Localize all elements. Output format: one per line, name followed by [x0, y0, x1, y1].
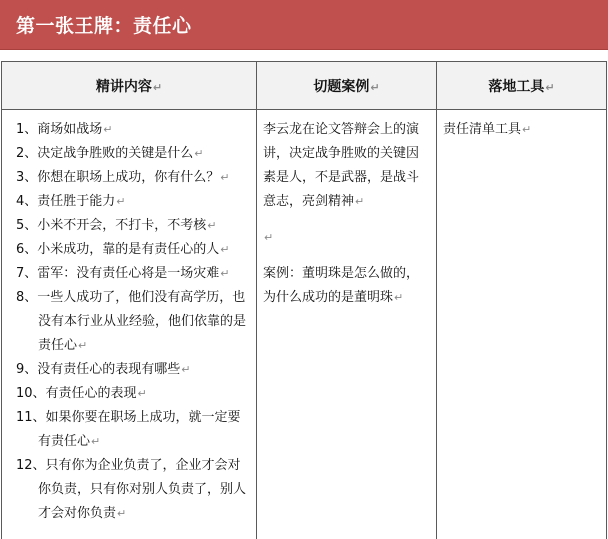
- header-tool: 落地工具↵: [437, 62, 607, 110]
- list-item: 5、小米不开会，不打卡，不考核↵: [16, 218, 217, 233]
- case-paragraph: 李云龙在论文答辩会上的演讲，决定战争胜败的关键因素是人，不是武器，是战斗意志，亮剑精神↵: [263, 122, 420, 209]
- paragraph-mark-icon: ↵: [137, 387, 147, 400]
- list-item: 8、一些人成功了，他们没有高学历，也没有本行业从业经验，他们依靠的是责任心↵: [16, 290, 247, 353]
- paragraph-mark-icon: ↵: [78, 339, 88, 352]
- paragraph-mark-icon: ↵: [220, 243, 230, 256]
- paragraph-mark-icon: ↵: [91, 435, 101, 448]
- header-case: 切题案例↵: [257, 62, 437, 110]
- table-header-row: [2, 62, 607, 110]
- content-list: [2, 110, 256, 526]
- paragraph-mark-icon: ↵: [152, 80, 163, 94]
- paragraph-mark-icon: ↵: [103, 123, 113, 136]
- paragraph-mark-icon: ↵: [207, 219, 217, 232]
- tool-item: 责任清单工具↵: [443, 122, 532, 137]
- banner-title: 第一张王牌：责任心: [16, 15, 192, 37]
- paragraph-mark-icon: ↵: [545, 80, 555, 94]
- list-item: 3、你想在职场上成功，你有什么？↵: [16, 170, 230, 185]
- content-cell: [2, 110, 257, 539]
- paragraph-mark-icon: ↵: [220, 267, 230, 280]
- paragraph-mark-icon: ↵: [116, 195, 126, 208]
- header-content: 精讲内容↵: [2, 62, 257, 110]
- list-item: 6、小米成功，靠的是有责任心的人↵: [16, 242, 230, 257]
- list-item: 9、没有责任心的表现有哪些↵: [16, 362, 191, 377]
- list-item: 7、雷军：没有责任心将是一场灾难↵: [16, 266, 230, 281]
- paragraph-mark-icon: ↵: [522, 123, 532, 136]
- paragraph-mark-icon: ↵: [220, 171, 230, 184]
- case-cell: [257, 110, 437, 539]
- paragraph-mark-icon: ↵: [117, 507, 127, 520]
- case-paragraph: 案例：董明珠是怎么做的，为什么成功的是董明珠↵: [263, 266, 420, 305]
- tool-cell: [437, 110, 607, 539]
- table-row: [2, 110, 607, 539]
- content-table: [1, 61, 607, 539]
- paragraph-mark-icon: ↵: [264, 231, 274, 244]
- paragraph-mark-icon: ↵: [370, 80, 380, 94]
- list-item: 10、有责任心的表现↵: [16, 386, 147, 401]
- paragraph-mark-icon: ↵: [394, 291, 404, 304]
- list-item: 1、商场如战场↵: [16, 122, 113, 137]
- paragraph-mark-icon: ↵: [355, 195, 365, 208]
- list-item: 12、只有你为企业负责了，企业才会对你负责，只有你对别人负责了，别人才会对你负责↵: [16, 458, 247, 521]
- paragraph-mark-icon: ↵: [181, 363, 191, 376]
- case-empty-paragraph: [263, 214, 430, 262]
- list-item: 11、如果你要在职场上成功，就一定要有责任心↵: [16, 410, 241, 449]
- paragraph-mark-icon: ↵: [194, 147, 204, 160]
- list-item: 4、责任胜于能力↵: [16, 194, 126, 209]
- list-item: 2、决定战争胜败的关键是什么↵: [16, 146, 204, 161]
- title-banner: [0, 0, 608, 50]
